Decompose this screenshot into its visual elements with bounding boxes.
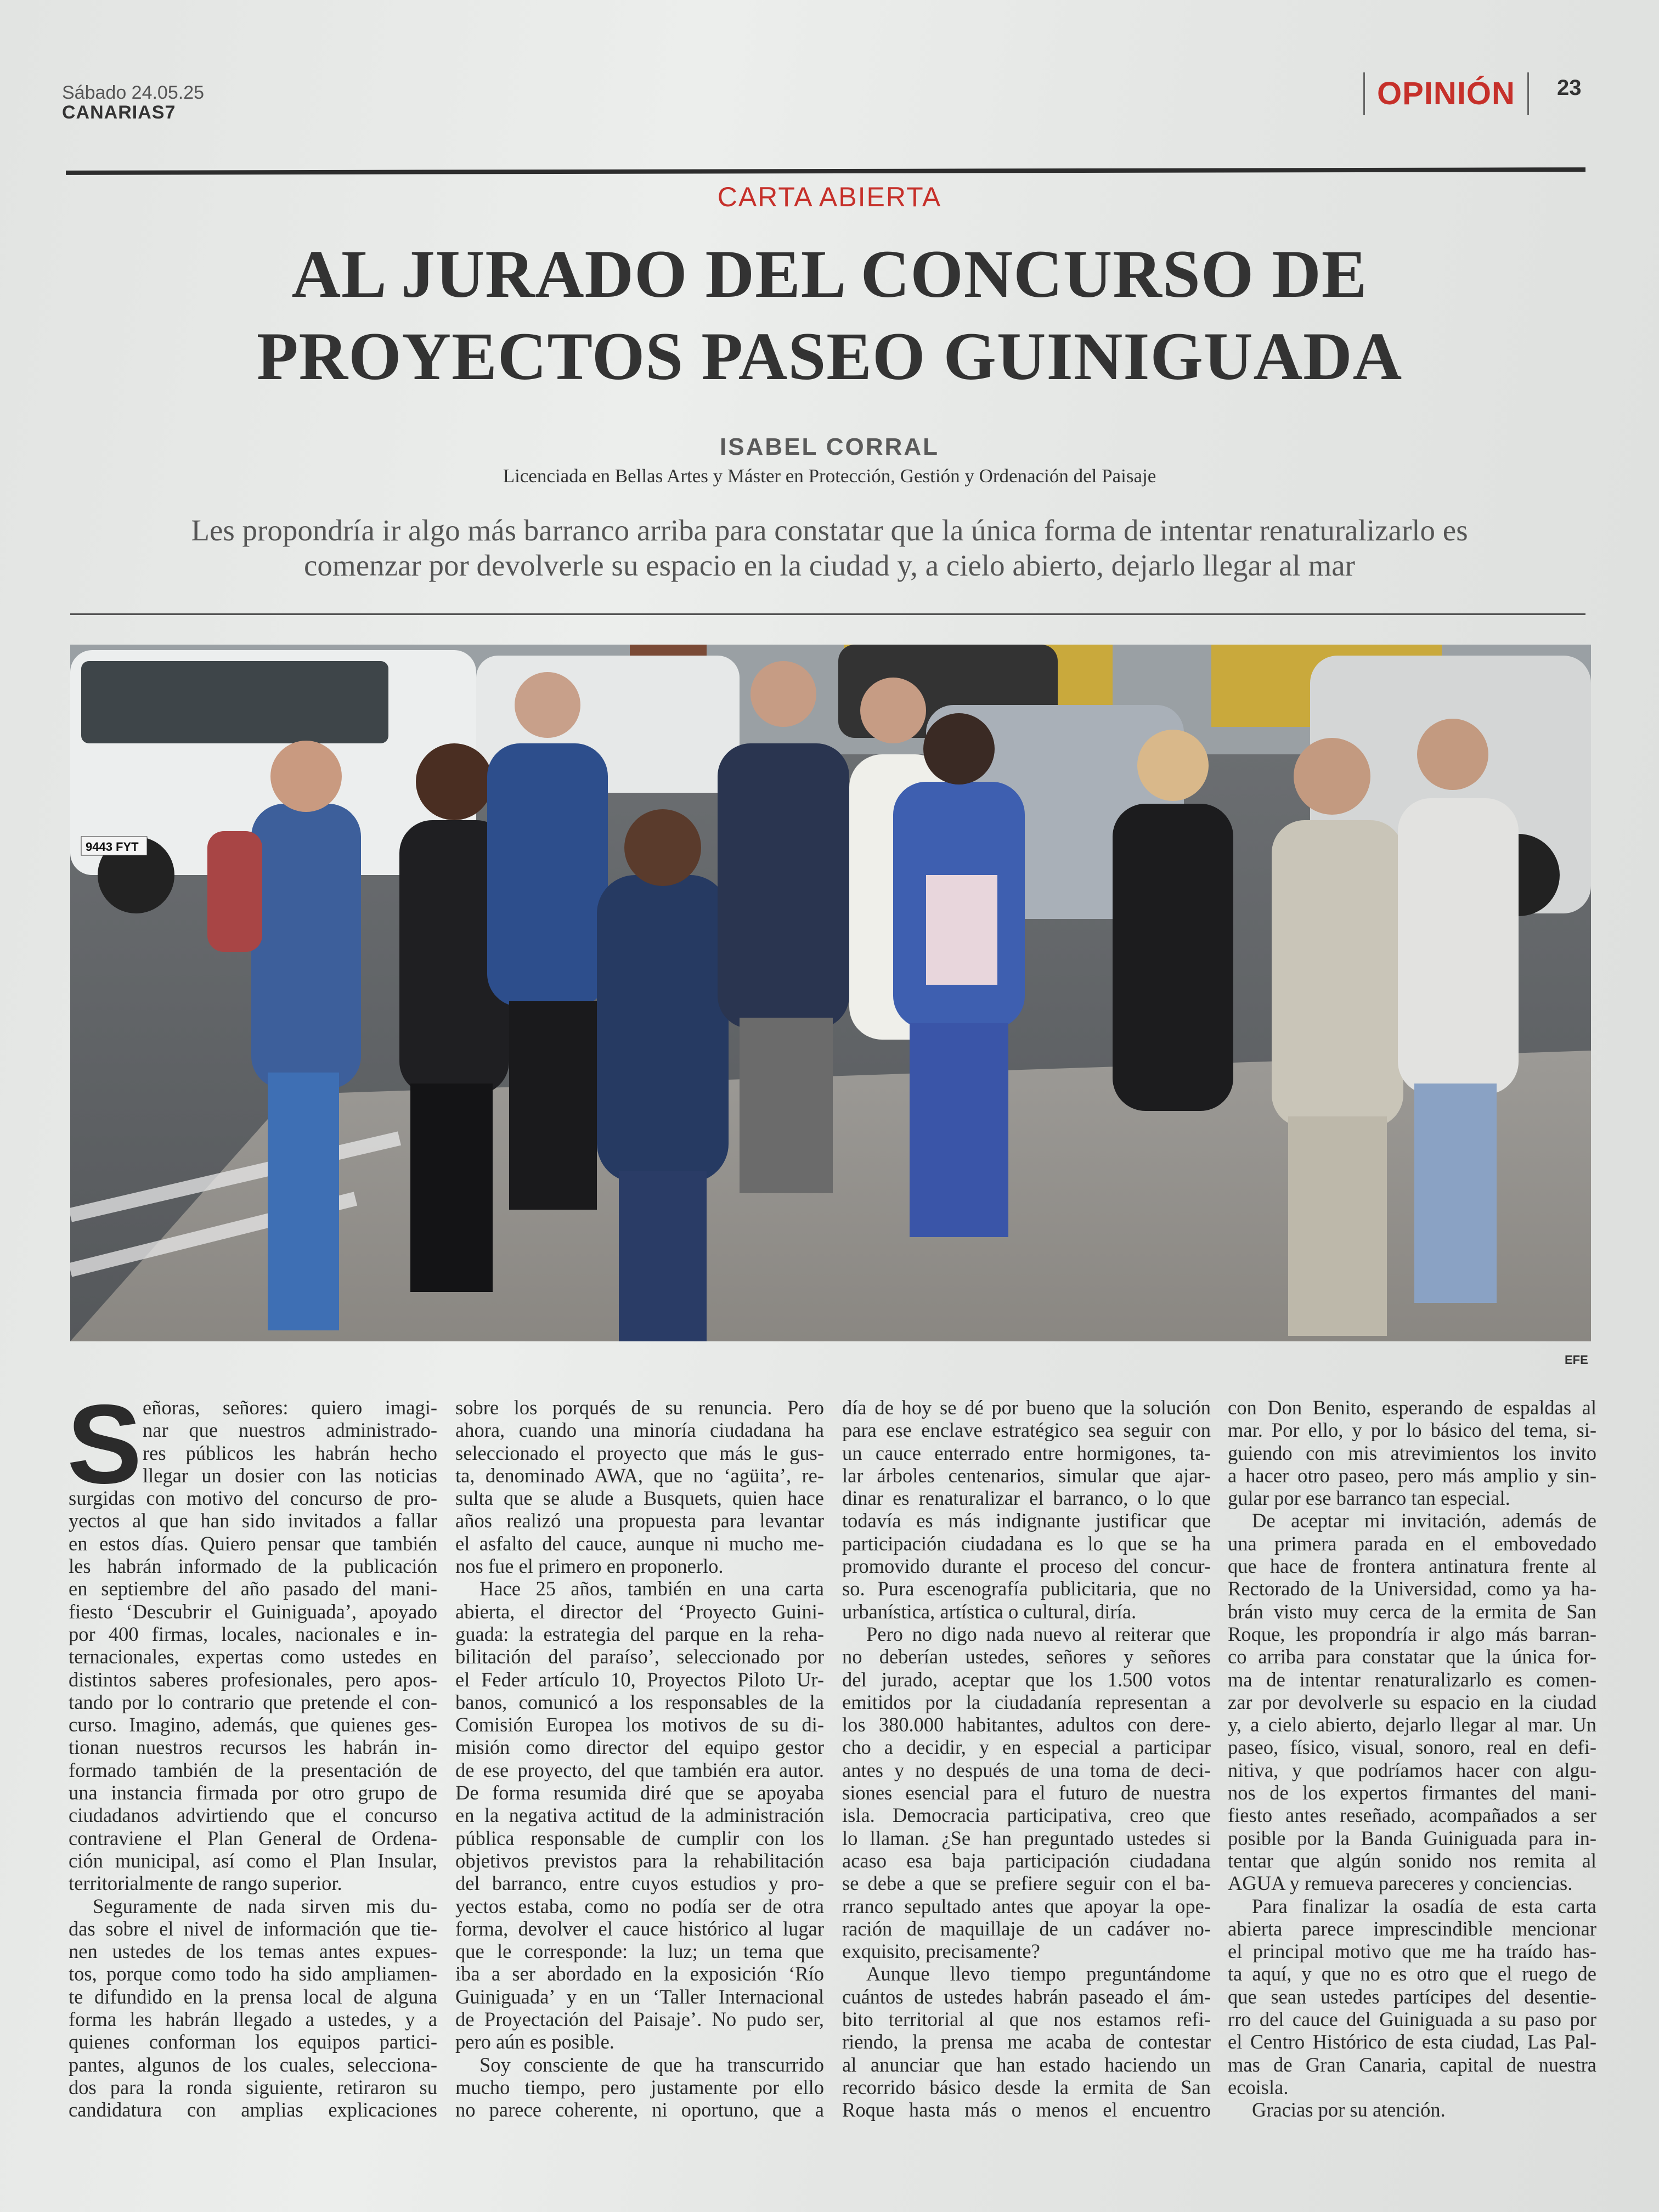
text-line: acaso esa baja participación ciudadana [842,1849,1211,1872]
photo-illustration [70,645,1591,1341]
text-line: y, a cielo abierto, dejarlo llegar al mar. Un [1228,1713,1596,1736]
article-column-2 [455,1396,824,2121]
text-line: del jurado, aceptar que los 1.500 votos [842,1668,1211,1691]
text-line: los 380.000 habitantes, adultos con dere- [842,1713,1211,1736]
paragraph [1228,1509,1596,1894]
text-line: antes y no después de una toma de deci- [842,1758,1211,1781]
text-line: que sean ustedes partícipes del desentie- [1228,1985,1596,2008]
text-line: AGUA y remueva pareceres y conciencias. [1228,1872,1573,1895]
header-rule [66,167,1585,175]
section-label: OPINIÓN [1363,72,1529,115]
text-line: del barranco, entre cuyos estudios y pro- [455,1872,824,1895]
paragraph [842,1623,1211,1962]
text-line: cho a decidir, y en especial a participar [842,1736,1211,1759]
text-line: urbanística, artística o cultural, diría. [842,1600,1137,1623]
text-line: brán visto muy cerca de la ermita de San [1228,1600,1596,1623]
text-line: abierta, el director del ‘Proyecto Guini- [455,1600,824,1623]
text-line: misión como director del equipo gestor [455,1736,824,1759]
text-line: yectos estaba, como no podía ser de otra [455,1894,824,1917]
text-line: bito territorial al que nos estamos refi- [842,2008,1211,2031]
text-line: posible por la Banda Guiniguada para in- [1228,1826,1596,1849]
text-line: ecoisla. [1228,2075,1289,2098]
text-line: promovido durante el proceso del concur- [842,1555,1211,1578]
text-line: Hace 25 años, también en una carta [479,1577,824,1600]
text-line: ma de intentar renaturalizarlo es comen- [1228,1668,1596,1691]
text-line: eñoras, señores: quiero imagi- [143,1396,437,1419]
text-line: dos para la ronda siguiente, retiraron su [69,2075,437,2098]
text-line: mar. Por ello, y por lo básico del tema, si- [1228,1419,1596,1442]
article-column-1 [67,1381,437,2121]
text-line: en septiembre del año pasado del mani- [69,1577,437,1600]
article-kicker: CARTA ABIERTA [717,182,942,212]
text-line: so. Pura escenografía publicitaria, que no [842,1577,1211,1600]
text-line: gular por ese barranco tan especial. [1228,1487,1510,1510]
text-line: zar por devolverle su espacio en la ciudad [1228,1690,1596,1713]
text-line: Soy consciente de que ha transcurrido [479,2053,824,2076]
text-line: contraviene el Plan General de Ordena- [69,1826,437,1849]
text-line: les habrán informado de la publicación [69,1555,437,1578]
text-line: riendo, la prensa me acaba de contestar [842,2030,1211,2053]
text-line: seleccionado el proyecto que más le gus- [455,1441,824,1464]
text-line: Aunque llevo tiempo preguntándome [866,1962,1211,1985]
text-line: curso. Imagino, además, que quienes ges- [69,1713,437,1736]
text-line: pantes, algunos de los cuales, selecciona- [69,2053,437,2076]
paragraph [1228,1895,1596,2099]
article-column-4 [1228,1396,1596,2121]
text-line: de ese proyecto, del que también era autor. [455,1758,824,1781]
text-line: abierta parece imprescindible mencionar [1228,1917,1596,1940]
text-line: guiendo con mis atrevimientos los invito [1228,1441,1596,1464]
text-line: emitidos por la ciudadanía representan a [842,1690,1211,1713]
text-line: por 400 firmas, locales, nacionales e in- [69,1622,437,1645]
paragraph [455,1396,824,1577]
text-line: el principal motivo que me ha traído has- [1228,1940,1596,1963]
text-line: ta, denominado AWA, que no ‘agüita’, re- [455,1464,824,1487]
text-line: nen ustedes de los temas antes expues- [69,1940,437,1963]
text-line: una primera parada en el embovedado [1228,1532,1596,1555]
headline-line: AL JURADO DEL CONCURSO DE [291,236,1368,312]
text-line: guada: la estrategia del parque en la reha- [455,1622,824,1645]
newspaper-name: CANARIAS7 [62,102,176,123]
text-line: banos, comunicó a los responsables de la [455,1690,824,1713]
text-line: das sobre el nivel de información que tie- [69,1917,437,1940]
deck-line: comenzar por devolverle su espacio en la ciudad y, a cielo abierto, dejarlo llegar al mar [304,549,1355,582]
text-line: bilitación del paraíso’, seleccionado por [455,1645,824,1668]
deck-rule [70,613,1585,615]
text-line: no parece coherente, ni oportuno, que a [455,2098,824,2121]
text-line: tentar que algún sonido nos remita al [1228,1849,1596,1872]
text-line: nos de los expertos firmantes del mani- [1228,1781,1596,1804]
text-line: Para finalizar la osadía de esta carta [1252,1894,1596,1917]
paragraph [842,1396,1211,1623]
text-line: rranco sepultado antes que apoyar la ope- [842,1894,1211,1917]
text-line: candidatura con amplias explicaciones [69,2098,437,2121]
article-column-3 [842,1396,1211,2121]
paragraph [455,1577,824,2053]
text-line: objetivos previstos para la rehabilitación [455,1849,824,1872]
text-line: res públicos les habrán hecho [143,1441,437,1464]
photo-credit: EFE [1565,1353,1588,1367]
paragraph [455,2053,824,2121]
text-line: todavía es más indignante justificar que [842,1509,1211,1532]
text-line: al anunciar que han estado haciendo un [842,2053,1211,2076]
text-line: llegar un dosier con las noticias [143,1464,437,1487]
text-line: De forma resumida diré que se apoyaba [455,1781,824,1804]
text-line: Pero no digo nada nuevo al reiterar que [866,1622,1211,1645]
text-line: territorialmente de rango superior. [69,1872,342,1895]
text-line: una instancia firmada por otro grupo de [69,1781,437,1804]
text-line: forma, devolver el cauce histórico al lugar [455,1917,824,1940]
headline-line: PROYECTOS PASEO GUINIGUADA [256,319,1403,394]
text-line: ción municipal, así como el Plan Insular, [69,1849,437,1872]
text-line: ternacionales, expertas como ustedes en [69,1645,437,1668]
text-line: recorrido básico desde la ermita de San [842,2075,1211,2098]
drop-cap: S [67,1381,142,1507]
text-line: forma les habrán llegado a ustedes, y a [69,2008,437,2031]
text-line: lar árboles centenarios, simular que ajar- [842,1464,1211,1487]
text-line: quienes conforman los equipos partici- [69,2030,437,2053]
text-line: que le corresponde: la luz; un tema que [455,1940,824,1963]
paragraph [69,1895,437,2121]
news-photo [70,645,1591,1341]
text-line: no deberían ustedes, señores y señores [842,1645,1211,1668]
text-line: iba a ser abordado en la exposición ‘Río [455,1962,824,1985]
text-line: de Proyectación del Paisaje’. No pudo ser, [455,2008,824,2031]
text-line: co arriba para constatar que la única for- [1228,1645,1596,1668]
license-plate: 9443 FYT [86,840,139,854]
text-line: mucho tiempo, pero justamente por ello [455,2075,824,2098]
text-line: tando por lo contrario que pretende el con- [69,1690,437,1713]
text-line: Gracias por su atención. [1252,2098,1446,2121]
text-line: para ese enclave estratégico sea seguir con [842,1419,1211,1442]
text-line: distintos saberes profesionales, pero apos- [69,1668,437,1691]
text-line: a hacer otro paseo, pero más amplio y sin- [1228,1464,1596,1487]
text-line: en estos días. Quiero pensar que también [69,1532,437,1555]
paragraph [842,1962,1211,2121]
text-line: yectos al que han sido invitados a fallar [69,1509,437,1532]
text-line: se debe a que se prefiere seguir con el ba- [842,1872,1211,1895]
paragraph [67,1381,437,1895]
text-line: lo llaman. ¿Se han preguntado ustedes si [842,1826,1211,1849]
paragraph [1228,1396,1596,1509]
text-line: años realizó una propuesta para levantar [455,1509,824,1532]
text-line: exquisito, precisamente? [842,1940,1040,1963]
text-line: tos, porque como todo ha sido ampliamen- [69,1962,437,1985]
text-line: De aceptar mi invitación, además de [1252,1509,1596,1532]
text-line: ahora, cuando una minoría ciudadana ha [455,1419,824,1442]
text-line: te difundido en la prensa local de alguna [69,1985,437,2008]
text-line: día de hoy se dé por bueno que la solución [842,1396,1211,1419]
text-line: sulta que se alude a Busquets, quien hace [455,1487,824,1510]
text-line: cuántos de ustedes habrán paseado el ám- [842,1985,1211,2008]
text-line: nitiva, y que podríamos hacer con algu- [1228,1758,1596,1781]
text-line: Guiniguada’ y en un ‘Taller Internacional [455,1985,824,2008]
text-line: el Centro Histórico de esta ciudad, Las Pal- [1228,2030,1596,2053]
text-line: dinar es renaturalizar el barranco, o lo que [842,1487,1211,1510]
text-line: paseo, físico, visual, sonoro, real en defi- [1228,1736,1596,1759]
deck [77,513,1582,583]
text-line: Roque hasta más o menos el encuentro [842,2098,1211,2121]
text-line: formado también de la presentación de [69,1758,437,1781]
text-line: siones esencial para el futuro de nuestra [842,1781,1211,1804]
text-line: con Don Benito, esperando de espaldas al [1228,1396,1596,1419]
text-line: fiesto ‘Descubrir el Guiniguada’, apoyado [69,1600,437,1623]
text-line: Rectorado de la Universidad, como ya ha- [1228,1577,1596,1600]
text-line: pero aún es posible. [455,2030,614,2053]
text-line: nar que nuestros administrado- [143,1419,437,1442]
text-line: que hace de frontera antinatura frente al [1228,1555,1596,1578]
text-line: tionan nuestros recursos les habrán in- [69,1736,437,1759]
text-line: Seguramente de nada sirven mis du- [93,1894,437,1917]
page-number: 23 [1557,76,1582,100]
text-line: en la negativa actitud de la administración [455,1804,824,1827]
author-name: ISABEL CORRAL [720,433,939,460]
text-line: nos fue el primero en proponerlo. [455,1555,724,1578]
text-line: el Feder artículo 10, Proyectos Piloto Ur- [455,1668,824,1691]
paragraph [1228,2098,1596,2121]
text-line: mas de Gran Canaria, capital de nuestra [1228,2053,1596,2076]
text-line: participación ciudadana es lo que se ha [842,1532,1211,1555]
author-description: Licenciada en Bellas Artes y Máster en Protección, Gestión y Ordenación del Paisaje [503,465,1156,487]
issue-date: Sábado 24.05.25 [62,82,205,103]
text-line: fiesto antes reseñado, acompañados a ser [1228,1804,1596,1827]
text-line: Comisión Europea los motivos de su di- [455,1713,824,1736]
text-line: ciudadanos advirtiendo que el concurso [69,1804,437,1827]
text-line: ta aquí, y que no es otro que el ruego de [1228,1962,1596,1985]
text-line: isla. Democracia participativa, creo que [842,1804,1211,1827]
text-line: surgidas con motivo del concurso de pro- [69,1487,437,1510]
text-line: Roque, les propondría ir algo más barran- [1228,1622,1596,1645]
headline [0,233,1659,398]
text-line: pública responsable de cumplir con los [455,1826,824,1849]
text-line: sobre los porqués de su renuncia. Pero [455,1396,824,1419]
text-line: un cauce enterrado entre hormigones, ta- [842,1441,1211,1464]
text-line: rro del cauce del Guiniguada a su paso por [1228,2008,1596,2031]
deck-line: Les propondría ir algo más barranco arriba para constatar que la única forma de intentar renaturalizarlo es [191,514,1468,547]
text-line: ración de maquillaje de un cadáver no- [842,1917,1211,1940]
text-line: el asfalto del cauce, aunque ni mucho me- [455,1532,824,1555]
